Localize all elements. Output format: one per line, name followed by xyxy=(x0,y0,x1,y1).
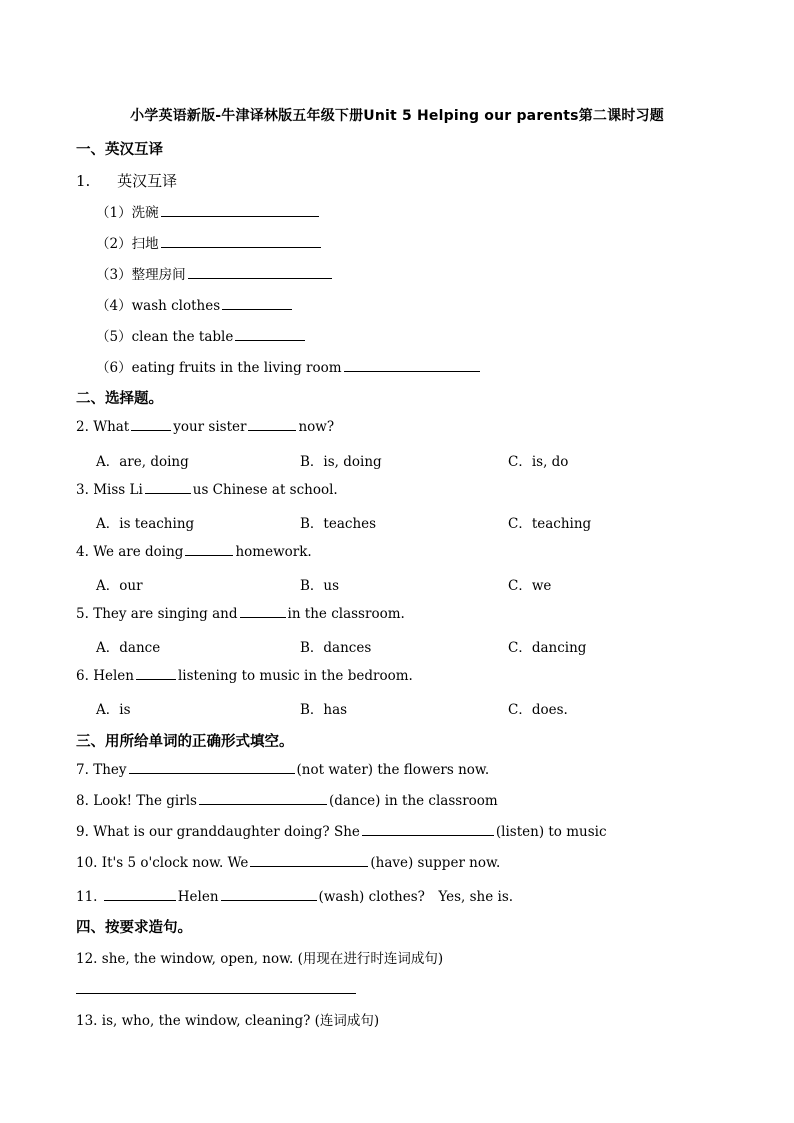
question-text: They xyxy=(93,762,127,778)
answer-blank[interactable] xyxy=(161,235,321,248)
question-text: us Chinese at school. xyxy=(192,482,338,498)
question-13 xyxy=(76,1009,379,1029)
answer-blank[interactable] xyxy=(129,761,295,774)
question-text: (wash) clothes? Yes, she is. xyxy=(318,889,514,905)
answer-blank[interactable] xyxy=(188,266,332,279)
question-text: (dance) in the classroom xyxy=(328,793,498,809)
question-number: 8. xyxy=(76,793,89,809)
question-text: It's 5 o'clock now. We xyxy=(101,855,249,871)
page-title: 小学英语新版-牛津译林版五年级下册Unit 5 Helping our parents第二课时习题 xyxy=(130,108,664,124)
question-text: homework. xyxy=(235,544,312,560)
item-text: 洗碗 xyxy=(131,205,159,221)
option-b[interactable]: B．teaches xyxy=(300,516,377,532)
question-10 xyxy=(76,854,500,871)
option-a[interactable]: A．is xyxy=(96,702,131,718)
question-number: 3. xyxy=(76,482,89,498)
item-number: （1） xyxy=(96,205,132,221)
question-text: Miss Li xyxy=(93,482,143,498)
translate-item-3 xyxy=(96,263,334,283)
question-text: Helen xyxy=(177,889,219,905)
question-number: 11. xyxy=(76,889,98,905)
question-3 xyxy=(76,481,338,498)
question-number: 7. xyxy=(76,762,89,778)
option-c[interactable]: C．teaching xyxy=(508,516,592,532)
answer-blank[interactable] xyxy=(250,854,368,867)
question-12 xyxy=(76,947,443,967)
answer-blank[interactable] xyxy=(222,297,292,310)
question-text: What xyxy=(93,419,130,435)
option-c[interactable]: C．we xyxy=(508,578,552,594)
item-number: （2） xyxy=(96,236,132,252)
question-number: 12. xyxy=(76,951,98,967)
section-heading-4: 四、按要求造句。 xyxy=(76,920,192,936)
question-number: 1. xyxy=(76,172,91,190)
answer-blank[interactable] xyxy=(136,667,176,680)
question-1 xyxy=(76,170,177,191)
question-text: (listen) to music xyxy=(495,824,607,840)
option-a[interactable]: A．our xyxy=(96,578,143,594)
question-number: 10. xyxy=(76,855,98,871)
translate-item-6 xyxy=(96,356,482,376)
question-4 xyxy=(76,543,312,560)
item-text: clean the table xyxy=(131,329,234,345)
translate-item-5 xyxy=(96,325,307,345)
option-b[interactable]: B．dances xyxy=(300,640,372,656)
question-text: is, who, the window, cleaning? (连词成句) xyxy=(101,1013,380,1029)
option-b[interactable]: B．has xyxy=(300,702,348,718)
question-text: We are doing xyxy=(93,544,184,560)
item-text: eating fruits in the living room xyxy=(131,360,342,376)
answer-blank[interactable] xyxy=(235,328,305,341)
question-text: They are singing and xyxy=(93,606,238,622)
question-7 xyxy=(76,761,489,778)
question-number: 13. xyxy=(76,1013,98,1029)
option-c[interactable]: C．is, do xyxy=(508,454,569,470)
item-number: （4） xyxy=(96,298,132,314)
question-5 xyxy=(76,605,405,622)
answer-blank[interactable] xyxy=(145,481,191,494)
section-heading-2: 二、选择题。 xyxy=(76,391,163,407)
question-number: 9. xyxy=(76,824,89,840)
answer-blank[interactable] xyxy=(344,359,480,372)
question-text: (have) supper now. xyxy=(370,855,501,871)
question-text: now? xyxy=(298,419,335,435)
option-c[interactable]: C．does. xyxy=(508,702,568,718)
question-text: (not water) the flowers now. xyxy=(296,762,490,778)
question-text: in the classroom. xyxy=(287,606,405,622)
option-b[interactable]: B．us xyxy=(300,578,340,594)
answer-blank[interactable] xyxy=(185,543,233,556)
question-8 xyxy=(76,792,498,809)
question-text: What is our granddaughter doing? She xyxy=(93,824,360,840)
question-label: 英汉互译 xyxy=(117,172,178,190)
option-a[interactable]: A．dance xyxy=(96,640,161,656)
answer-blank[interactable] xyxy=(131,418,171,431)
translate-item-1 xyxy=(96,201,321,221)
answer-blank[interactable] xyxy=(221,888,317,901)
question-number: 2. xyxy=(76,419,89,435)
option-a[interactable]: A．is teaching xyxy=(96,516,195,532)
answer-blank[interactable] xyxy=(199,792,327,805)
item-text: 整理房间 xyxy=(131,267,186,283)
translate-item-2 xyxy=(96,232,323,252)
answer-line[interactable] xyxy=(76,993,356,994)
question-text: your sister xyxy=(173,419,247,435)
option-b[interactable]: B．is, doing xyxy=(300,454,382,470)
option-a[interactable]: A．are, doing xyxy=(96,454,189,470)
question-11 xyxy=(76,885,513,905)
question-text: she, the window, open, now. (用现在进行时连词成句) xyxy=(101,951,444,967)
question-2 xyxy=(76,418,334,435)
question-text: Helen xyxy=(93,668,134,684)
answer-blank[interactable] xyxy=(240,605,286,618)
section-heading-3: 三、用所给单词的正确形式填空。 xyxy=(76,734,294,750)
question-9 xyxy=(76,823,607,840)
answer-blank[interactable] xyxy=(248,418,296,431)
item-text: 扫地 xyxy=(131,236,159,252)
item-text: wash clothes xyxy=(131,298,221,314)
option-c[interactable]: C．dancing xyxy=(508,640,587,656)
question-text: Look! The girls xyxy=(93,793,197,809)
question-text: listening to music in the bedroom. xyxy=(177,668,413,684)
question-6 xyxy=(76,667,413,684)
answer-blank[interactable] xyxy=(161,204,319,217)
section-heading-1: 一、英汉互译 xyxy=(76,142,163,158)
item-number: （5） xyxy=(96,329,132,345)
item-number: （3） xyxy=(96,267,132,283)
question-number: 5. xyxy=(76,606,89,622)
question-number: 6. xyxy=(76,668,89,684)
item-number: （6） xyxy=(96,360,132,376)
answer-blank[interactable] xyxy=(104,888,176,901)
translate-item-4 xyxy=(96,294,294,314)
question-number: 4. xyxy=(76,544,89,560)
answer-blank[interactable] xyxy=(362,823,494,836)
